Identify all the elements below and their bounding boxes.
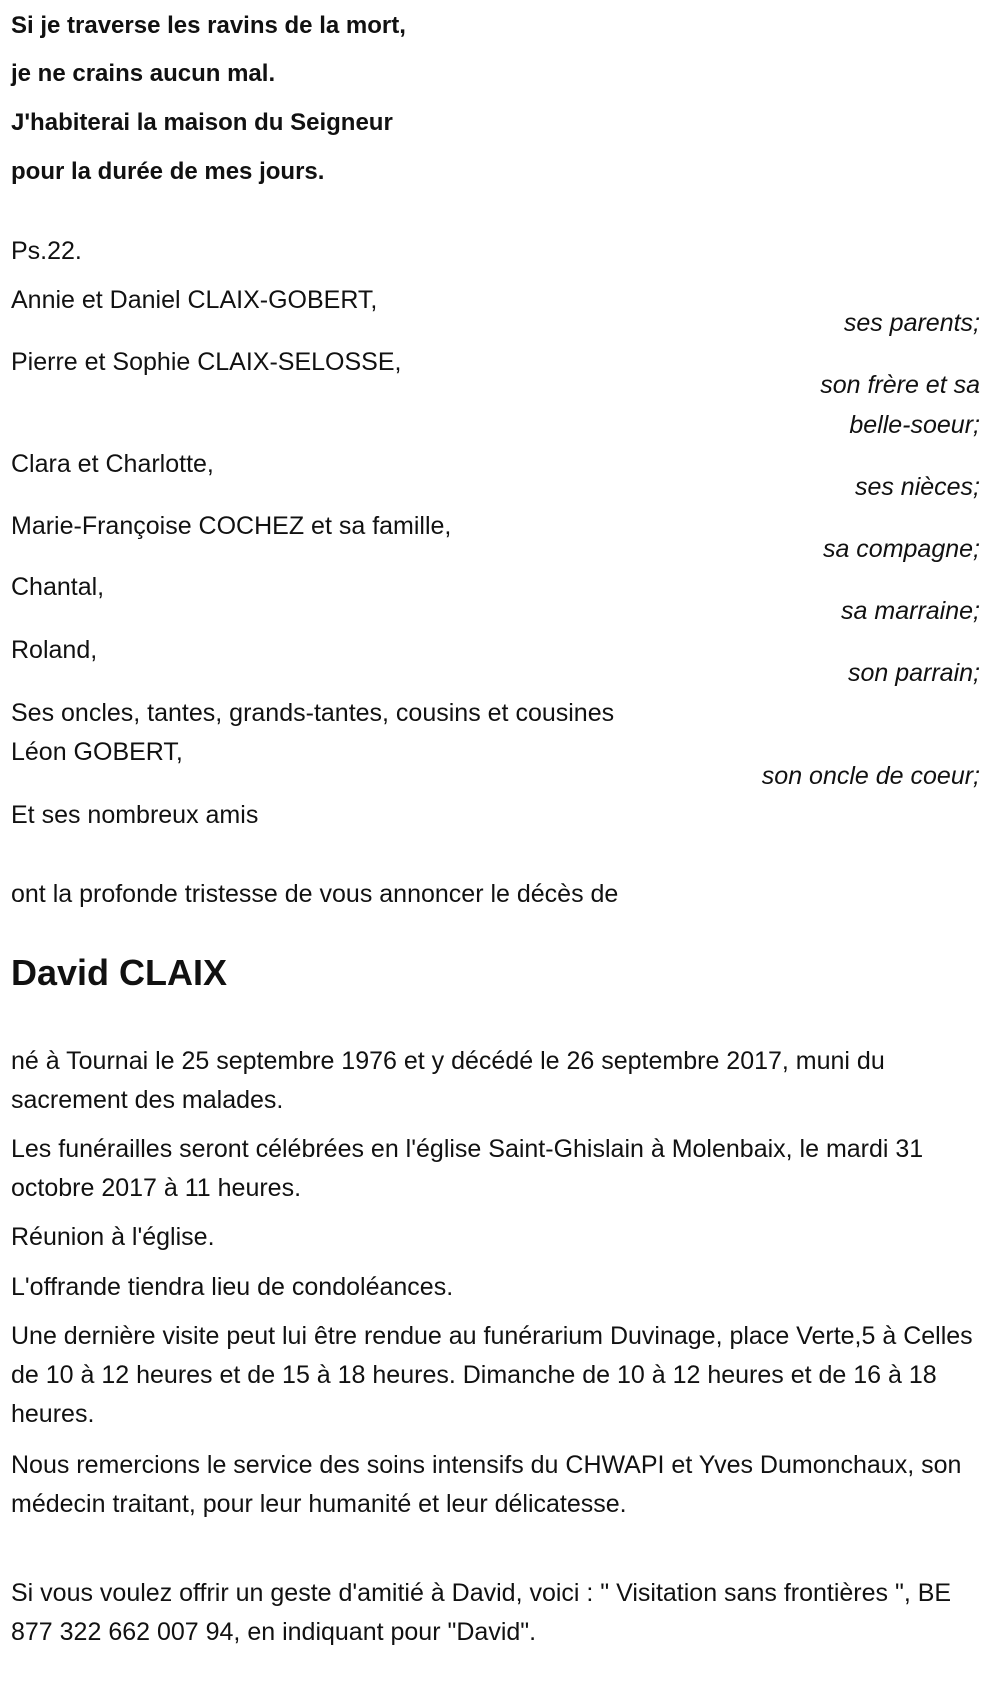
family-name: Roland,: [11, 636, 98, 664]
family-name: Clara et Charlotte,: [11, 450, 214, 478]
family-relation: sa marraine;: [841, 597, 980, 625]
family-name: Chantal,: [11, 573, 105, 601]
family-name: Léon GOBERT,: [11, 738, 183, 766]
family-relation: sa compagne;: [822, 535, 980, 563]
family-relation: belle-soeur;: [849, 411, 980, 439]
family-name: Pierre et Sophie CLAIX-SELOSSE,: [11, 348, 402, 376]
paragraph: Une dernière visite peut lui être rendue au funérarium Duvinage, place Verte,5 à Celles de 10 à 12 heures et de 15 à 18 heures. Dimanche de 10 à 12 heures et de 16 à 18 heures.: [11, 1322, 973, 1428]
verse-reference: Ps.22.: [11, 237, 82, 265]
verse-line: Si je traverse les ravins de la mort,: [11, 12, 406, 39]
announcement: ont la profonde tristesse de vous annoncer le décès de: [11, 880, 619, 908]
verse-line: je ne crains aucun mal.: [11, 60, 276, 87]
verse-line: pour la durée de mes jours.: [11, 158, 325, 185]
verse-line: J'habiterai la maison du Seigneur: [11, 109, 393, 136]
family-relation: ses parents;: [843, 309, 980, 337]
family-relation: son oncle de coeur;: [761, 762, 980, 790]
family-name: Et ses nombreux amis: [11, 801, 259, 829]
paragraph: Les funérailles seront célébrées en l'église Saint-Ghislain à Molenbaix, le mardi 31 octobre 2017 à 11 heures.: [11, 1135, 924, 1202]
deceased-name: David CLAIX: [11, 952, 228, 993]
family-name: Marie-Françoise COCHEZ et sa famille,: [11, 512, 452, 540]
paragraph: L'offrande tiendra lieu de condoléances.: [11, 1273, 454, 1301]
family-relation: ses nièces;: [854, 473, 980, 501]
family-name: Annie et Daniel CLAIX-GOBERT,: [11, 286, 378, 314]
family-relation: son frère et sa: [820, 371, 980, 399]
family-relation: son parrain;: [847, 659, 980, 687]
paragraph: Réunion à l'église.: [11, 1223, 215, 1251]
paragraph: Nous remercions le service des soins intensifs du CHWAPI et Yves Dumonchaux, son médecin traitant, pour leur humanité et leur délicatesse.: [11, 1451, 962, 1518]
paragraph: né à Tournai le 25 septembre 1976 et y décédé le 26 septembre 2017, muni du sacrement des malades.: [11, 1047, 885, 1114]
paragraph: Si vous voulez offrir un geste d'amitié à David, voici : " Visitation sans frontières ", BE 877 322 662 007 94, en indiquant pour "David".: [11, 1579, 952, 1646]
family-name: Ses oncles, tantes, grands-tantes, cousins et cousines: [11, 699, 615, 727]
